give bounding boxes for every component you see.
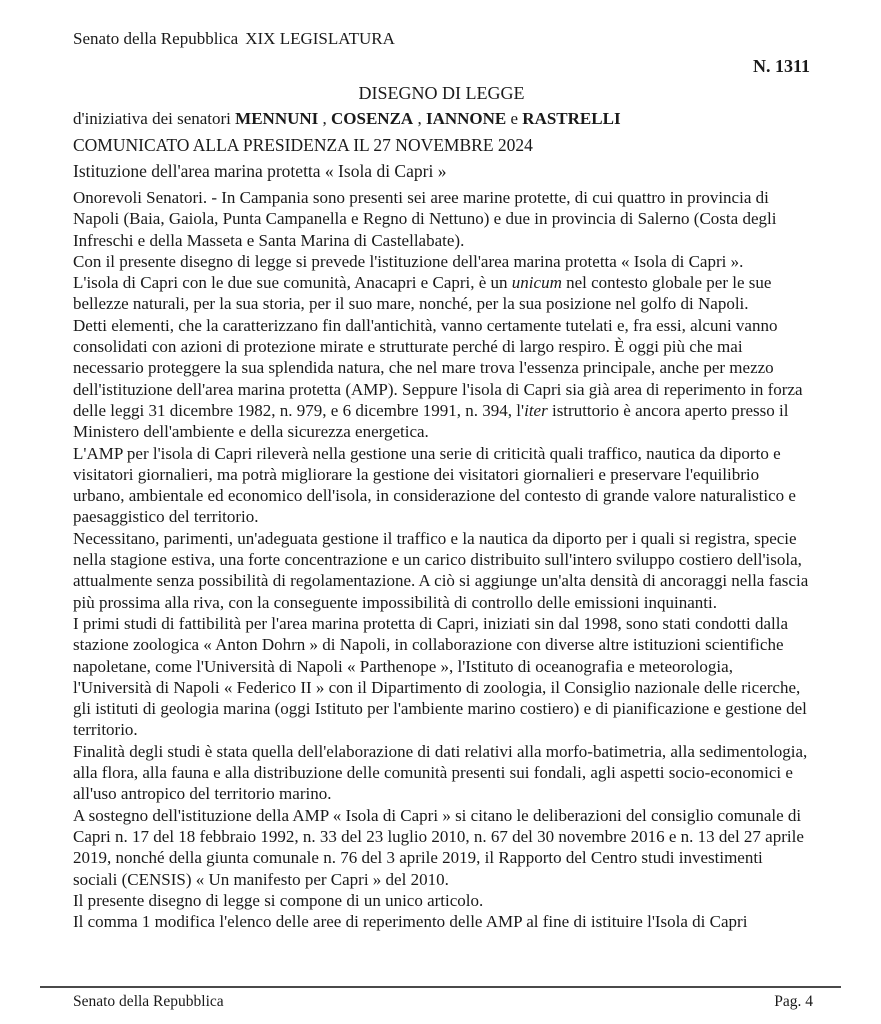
page-number: Pag. 4 [774,993,813,1010]
text-run: COSENZA [331,109,414,128]
text-run: unicum [511,273,562,293]
text-run: e [506,109,523,128]
text-run: L'AMP per l'isola di Capri rileverà nella gestione una serie di criticità quali traffico, nautica da diporto e visitatori giornalieri, ma potrà migliorare la gestione dei visitatori giornalieri e preservare l'equilibrio urbano, ambientale ed economico dell'isola, in considerazione del contesto di grande valore naturalistico e paesaggistico del territorio. [73,443,796,527]
text-run: MENNUNI [235,109,319,128]
initiative-line [73,108,810,130]
bill-body [73,187,810,932]
text-run: istruttorio è ancora aperto presso il Ministero dell'ambiente e della sicurezza energetica. [73,400,789,442]
paragraph [73,805,810,890]
text-run: d'iniziativa dei senatori [73,109,236,128]
text-run: Onorevoli Senatori. - In Campania sono presenti sei aree marine protette, di cui quattro in provincia di Napoli (Baia, Gaiola, Punta Campanella e Regno di Nettuno) e due in provincia di Salerno (Costa degli Infreschi e della Masseta e Santa Marina di Castellabate). [73,188,777,250]
text-run: , [318,109,332,128]
text-run: , [413,109,426,128]
paragraph [73,272,810,315]
document-type-title: DISEGNO DI LEGGE [358,83,525,103]
page-header [73,28,810,50]
text-run: Finalità degli studi è stata quella dell'elaborazione di dati relativi alla morfo-batimetria, alla sedimentologia, alla flora, alla fauna e alla distribuzione delle comunità presenti sui fondali, agli aspetti socio-economici e all'uso antropico del territorio marino. [73,741,808,804]
paragraph [73,187,810,251]
text-run: Detti elementi, che la caratterizzano fin dall'antichità, vanno certamente tutelati e, fra essi, alcuni vanno consolidati con azioni di protezione mirate e strutturate perché di largo respiro. È oggi più che mai necessario proteggere la sua splendida natura, che nel mare trova l'essenza principale, anche per mezzo dell'istituzione dell'area marina protetta (AMP). Seppure l'isola di Capri sia già area di reperimento in forza delle leggi 31 dicembre 1982, n. 979, e 6 dicembre 1991, n. 394, l' [73,315,803,420]
text-run: Il presente disegno di legge si compone di un unico articolo. [73,890,484,910]
paragraph [73,528,810,613]
page-footer [40,986,841,1012]
text-run: Con il presente disegno di legge si prevede l'istituzione dell'area marina protetta « Isola di Capri ». [73,251,744,271]
paragraph [73,251,810,272]
page-content [73,28,810,932]
communication-line: COMUNICATO ALLA PRESIDENZA IL 27 NOVEMBRE 2024 [73,135,533,155]
text-run: Necessitano, parimenti, un'adeguata gestione il traffico e la nautica da diporto per i quali si registra, specie nella stagione estiva, una forte concentrazione e un carico distribuito sull'intero sviluppo costiero dell'isola, attualmente senza possibilità di regolamentazione. A ciò si aggiunge un'alta densità di ancoraggi nella fascia più prossima alla riva, con la conseguente impossibilità di controllo delle emissioni inquinanti. [73,528,809,612]
text-run: Il comma 1 modifica l'elenco delle aree di reperimento delle AMP al fine di istituire l'Isola di Capri [73,912,748,932]
footer-institution: Senato della Repubblica [73,993,224,1010]
paragraph [73,890,810,911]
text-run: iter [524,400,548,420]
text-run: nel contesto globale per le sue bellezze naturali, per la sua storia, per il suo mare, nonché, per la sua posizione nel golfo di Napoli. [73,273,772,314]
document-number: N. 1311 [752,56,810,76]
paragraph [73,613,810,741]
paragraph [73,315,810,443]
paragraph [73,443,810,528]
text-run: IANNONE [425,109,507,128]
legislature-label: XIX LEGISLATURA [245,29,395,48]
bill-subject: Istituzione dell'area marina protetta « Isola di Capri » [73,161,447,181]
paragraph [73,741,810,805]
paragraph [73,911,810,932]
institution-name: Senato della Repubblica [73,29,239,48]
text-run: I primi studi di fattibilità per l'area marina protetta di Capri, iniziati sin dal 1998, sono stati condotti dalla stazione zoologica « Anton Dohrn » di Napoli, in collaborazione con diverse altre istituzioni scientifiche napoletane, come l'Università di Napoli « Parthenope », l'Istituto di oceanografia e meteorologia, l'Università di Napoli « Federico II » con il Dipartimento di zoologia, il Consiglio nazionale delle ricerche, gli istituti di geologia marina (oggi Istituto per l'ambiente marino costiero) e di pianificazione e gestione del territorio. [73,613,807,740]
text-run: L'isola di Capri con le due sue comunità, Anacapri e Capri, è un [73,273,512,293]
text-run: A sostegno dell'istituzione della AMP « Isola di Capri » si citano le deliberazioni del consiglio comunale di Capri n. 17 del 18 febbraio 1992, n. 33 del 23 luglio 2010, n. 67 del 30 novembre 2016 e n. 13 del 27 aprile 2019, nonché della giunta comunale n. 76 del 3 aprile 2019, il Rapporto del Centro studi investimenti sociali (CENSIS) « Un manifesto per Capri » del 2010. [73,805,804,889]
text-run: RASTRELLI [522,109,621,128]
